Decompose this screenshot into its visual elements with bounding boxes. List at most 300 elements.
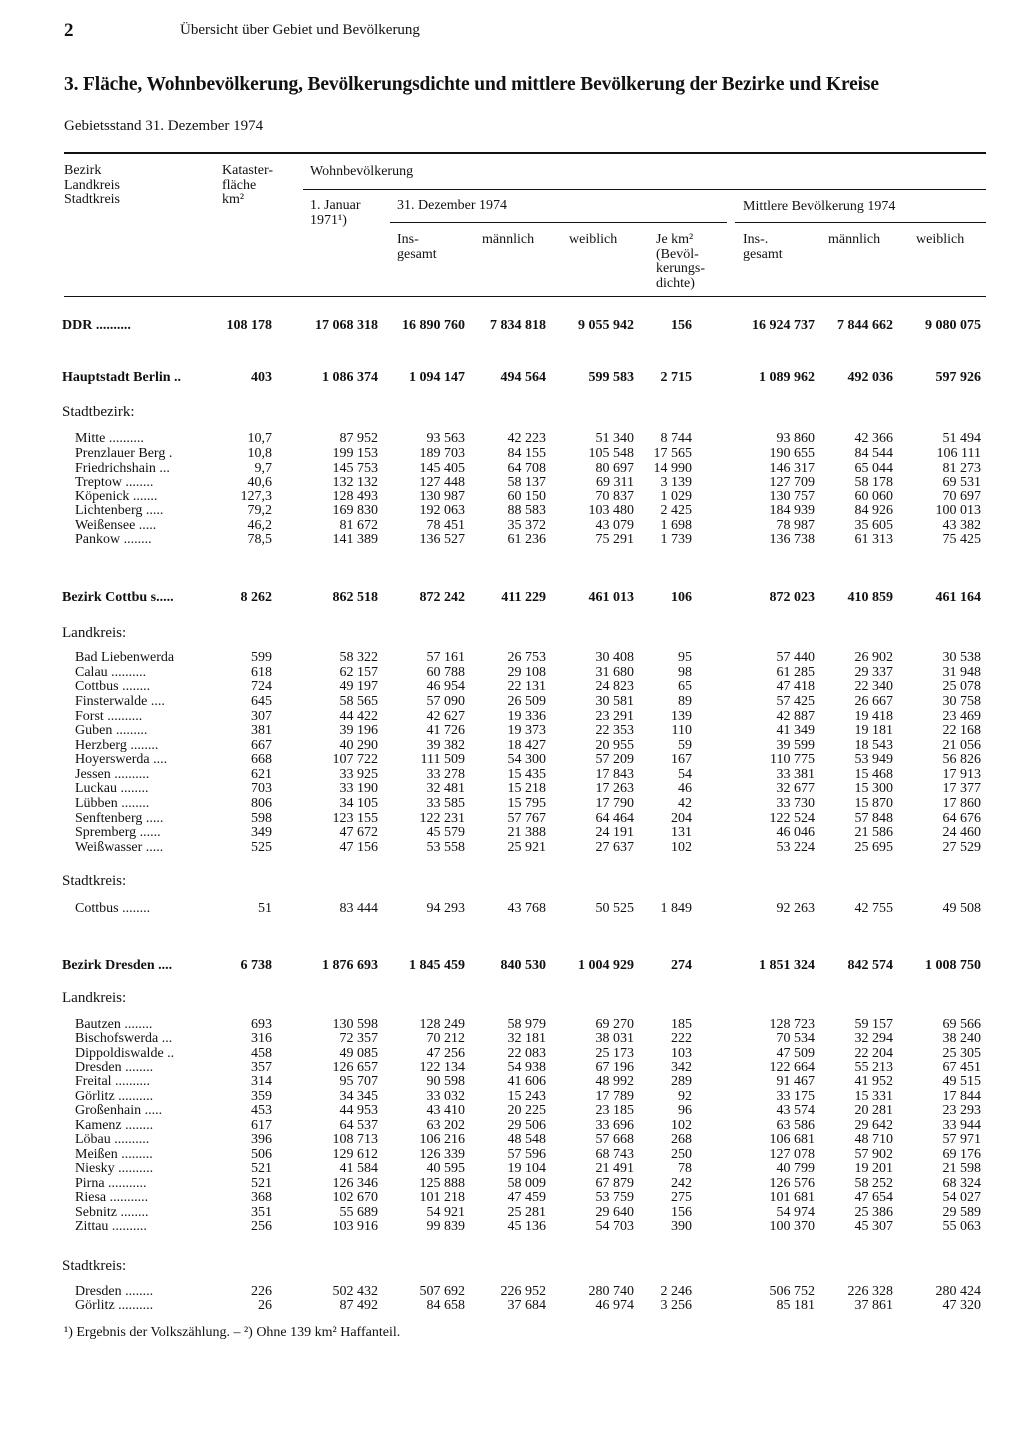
- cell-value: 25 695: [854, 840, 893, 855]
- table-row: [0, 489, 1024, 504]
- cell-value: 29 506: [507, 1118, 546, 1133]
- cell-value: 51 494: [942, 431, 981, 446]
- cell-value: 192 063: [419, 503, 465, 518]
- section-landkreis-dresden: Landkreis:: [62, 990, 127, 1006]
- cell-value: 92: [678, 1089, 692, 1104]
- cell-value: 25 281: [507, 1205, 546, 1220]
- cell-value: 23 469: [942, 709, 981, 724]
- cell-value: 58 137: [507, 475, 546, 490]
- cell-value: 58 979: [507, 1017, 546, 1032]
- cell-value: 1 739: [660, 532, 692, 547]
- cell-value: 10,7: [247, 431, 272, 446]
- cell-value: 61 313: [854, 532, 893, 547]
- cell-value: 102 670: [332, 1190, 378, 1205]
- cell-value: 58 178: [854, 475, 893, 490]
- cell-value: 461 013: [588, 590, 634, 605]
- cell-value: 94 293: [426, 901, 465, 916]
- cell-value: 1 008 750: [925, 958, 981, 973]
- cell-value: 25 386: [854, 1205, 893, 1220]
- cell-value: 103: [671, 1046, 692, 1061]
- cell-value: 84 926: [854, 503, 893, 518]
- cell-value: 22 204: [854, 1046, 893, 1061]
- header-insgesamt-2: Ins-. gesamt: [743, 232, 783, 262]
- cell-value: 1 094 147: [409, 370, 465, 385]
- cell-value: 108 178: [226, 318, 272, 333]
- cell-value: 95 707: [339, 1074, 378, 1089]
- cell-value: 185: [671, 1017, 692, 1032]
- cell-value: 44 422: [339, 709, 378, 724]
- cell-value: 49 508: [942, 901, 981, 916]
- cell-value: 110 775: [770, 752, 815, 767]
- cell-value: 17 263: [595, 781, 634, 796]
- cell-value: 22 131: [507, 679, 546, 694]
- row-label: Jessen ..........: [75, 767, 150, 782]
- cell-value: 47 418: [776, 679, 815, 694]
- cell-value: 9 080 075: [925, 318, 981, 333]
- row-label: Hoyerswerda ....: [75, 752, 168, 767]
- cell-value: 3 139: [660, 475, 692, 490]
- table-row: [0, 825, 1024, 840]
- cell-value: 70 212: [426, 1031, 465, 1046]
- row-label: Lichtenberg .....: [75, 503, 164, 518]
- table-row: [0, 1205, 1024, 1220]
- cell-value: 20 225: [507, 1103, 546, 1118]
- cell-value: 256: [251, 1219, 272, 1234]
- cell-value: 58 565: [339, 694, 378, 709]
- cell-value: 46: [678, 781, 692, 796]
- cell-value: 127,3: [240, 489, 272, 504]
- header-weiblich-2: weiblich: [916, 232, 965, 247]
- cell-value: 83 444: [339, 901, 378, 916]
- cell-value: 33 190: [339, 781, 378, 796]
- cell-value: 32 294: [854, 1031, 893, 1046]
- cell-value: 106 111: [936, 446, 981, 461]
- cell-value: 15 300: [854, 781, 893, 796]
- row-label: Finsterwalde ....: [75, 694, 165, 709]
- cell-value: 16 890 760: [402, 318, 465, 333]
- cell-value: 617: [251, 1118, 272, 1133]
- cell-value: 57 425: [776, 694, 815, 709]
- cell-value: 70 697: [942, 489, 981, 504]
- cell-value: 65 044: [854, 461, 893, 476]
- cell-value: 38 240: [942, 1031, 981, 1046]
- row-label: Pankow ........: [75, 532, 152, 547]
- cell-value: 494 564: [500, 370, 546, 385]
- row-label: Senftenberg .....: [75, 811, 164, 826]
- cell-value: 7 844 662: [837, 318, 893, 333]
- cell-value: 40 799: [776, 1161, 815, 1176]
- table-row-total: [0, 318, 1024, 333]
- cell-value: 42: [678, 796, 692, 811]
- cell-value: 15 218: [507, 781, 546, 796]
- cell-value: 84 155: [507, 446, 546, 461]
- cell-value: 23 291: [595, 709, 634, 724]
- cell-value: 17 860: [942, 796, 981, 811]
- table-row: [0, 1284, 1024, 1299]
- cell-value: 54: [678, 767, 692, 782]
- cell-value: 70 837: [595, 489, 634, 504]
- cell-value: 57 209: [595, 752, 634, 767]
- cell-value: 47 672: [339, 825, 378, 840]
- header-bezirk: Bezirk Landkreis Stadtkreis: [64, 163, 120, 207]
- row-label: Zittau ..........: [75, 1219, 147, 1234]
- cell-value: 19 336: [507, 709, 546, 724]
- cell-value: 381: [251, 723, 272, 738]
- cell-value: 78 451: [426, 518, 465, 533]
- section-stadtbezirk: Stadtbezirk:: [62, 404, 135, 420]
- table-row: [0, 1132, 1024, 1147]
- cell-value: 41 584: [339, 1161, 378, 1176]
- cell-value: 461 164: [935, 590, 981, 605]
- cell-value: 42 627: [426, 709, 465, 724]
- cell-value: 167: [671, 752, 692, 767]
- cell-value: 411 229: [501, 590, 546, 605]
- dez-rule: [390, 222, 727, 223]
- cell-value: 9,7: [254, 461, 272, 476]
- cell-value: 72 357: [339, 1031, 378, 1046]
- table-row: [0, 518, 1024, 533]
- cell-value: 122 524: [769, 811, 815, 826]
- cell-value: 19 104: [507, 1161, 546, 1176]
- cell-value: 275: [671, 1190, 692, 1205]
- cell-value: 19 418: [854, 709, 893, 724]
- cell-value: 10,8: [247, 446, 272, 461]
- cell-value: 156: [671, 318, 692, 333]
- cell-value: 88 583: [507, 503, 546, 518]
- cell-value: 106 216: [419, 1132, 465, 1147]
- cell-value: 32 677: [776, 781, 815, 796]
- section-stadtkreis-dresden: Stadtkreis:: [62, 1258, 127, 1274]
- cell-value: 1 849: [660, 901, 692, 916]
- cell-value: 90 598: [426, 1074, 465, 1089]
- cell-value: 25 305: [942, 1046, 981, 1061]
- cell-value: 30 758: [942, 694, 981, 709]
- cell-value: 42 223: [507, 431, 546, 446]
- cell-value: 1 845 459: [409, 958, 465, 973]
- cell-value: 724: [251, 679, 272, 694]
- cell-value: 27 529: [942, 840, 981, 855]
- row-label: Dresden ........: [75, 1284, 154, 1299]
- cell-value: 274: [671, 958, 692, 973]
- table-row: [0, 781, 1024, 796]
- cell-value: 19 373: [507, 723, 546, 738]
- row-label: Bezirk Dresden ....: [62, 958, 173, 973]
- cell-value: 132 132: [332, 475, 378, 490]
- table-row: [0, 1060, 1024, 1075]
- cell-value: 33 944: [942, 1118, 981, 1133]
- cell-value: 24 823: [595, 679, 634, 694]
- cell-value: 67 451: [942, 1060, 981, 1075]
- cell-value: 126 346: [332, 1176, 378, 1191]
- cell-value: 26 753: [507, 650, 546, 665]
- table-row: [0, 475, 1024, 490]
- table-row: [0, 1147, 1024, 1162]
- cell-value: 145 405: [419, 461, 465, 476]
- cell-value: 169 830: [332, 503, 378, 518]
- cell-value: 130 598: [332, 1017, 378, 1032]
- row-label: Dippoldiswalde ..: [75, 1046, 175, 1061]
- cell-value: 139: [671, 709, 692, 724]
- header-januar: 1. Januar 1971¹): [310, 198, 361, 228]
- cell-value: 69 531: [942, 475, 981, 490]
- header-maennlich-2: männlich: [828, 232, 881, 247]
- cell-value: 64 676: [942, 811, 981, 826]
- cell-value: 199 153: [332, 446, 378, 461]
- cell-value: 64 708: [507, 461, 546, 476]
- row-label: Weißensee .....: [75, 518, 157, 533]
- row-label: Pirna ...........: [75, 1176, 147, 1191]
- cell-value: 25 921: [507, 840, 546, 855]
- cell-value: 32 181: [507, 1031, 546, 1046]
- cell-value: 6 738: [240, 958, 272, 973]
- row-label: Herzberg ........: [75, 738, 159, 753]
- cell-value: 2 715: [660, 370, 692, 385]
- row-label: Dresden ........: [75, 1060, 154, 1075]
- row-label: Freital ..........: [75, 1074, 151, 1089]
- cell-value: 59 157: [854, 1017, 893, 1032]
- cell-value: 122 134: [419, 1060, 465, 1075]
- cell-value: 43 079: [595, 518, 634, 533]
- cell-value: 15 795: [507, 796, 546, 811]
- cell-value: 41 606: [507, 1074, 546, 1089]
- cell-value: 31 680: [595, 665, 634, 680]
- cell-value: 15 243: [507, 1089, 546, 1104]
- cell-value: 110: [671, 723, 692, 738]
- cell-value: 521: [251, 1161, 272, 1176]
- cell-value: 63 586: [776, 1118, 815, 1133]
- section-stadtkreis-cottbus: Stadtkreis:: [62, 873, 127, 889]
- cell-value: 21 586: [854, 825, 893, 840]
- cell-value: 24 460: [942, 825, 981, 840]
- cell-value: 107 722: [332, 752, 378, 767]
- cell-value: 102: [671, 1118, 692, 1133]
- header-top-rule: [64, 152, 986, 154]
- cell-value: 403: [251, 370, 272, 385]
- cell-value: 64 537: [339, 1118, 378, 1133]
- header-dichte: Je km² (Bevöl- kerungs- dichte): [656, 232, 705, 291]
- cell-value: 34 105: [339, 796, 378, 811]
- row-label: DDR ..........: [62, 318, 131, 333]
- cell-value: 7 834 818: [490, 318, 546, 333]
- row-label: Guben .........: [75, 723, 148, 738]
- table-row: [0, 901, 1024, 916]
- row-label: Weißwasser .....: [75, 840, 164, 855]
- table-row: [0, 1118, 1024, 1133]
- cell-value: 69 311: [596, 475, 634, 490]
- cell-value: 122 231: [419, 811, 465, 826]
- cell-value: 55 213: [854, 1060, 893, 1075]
- cell-value: 410 859: [847, 590, 893, 605]
- cell-value: 18 427: [507, 738, 546, 753]
- cell-value: 693: [251, 1017, 272, 1032]
- cell-value: 106: [671, 590, 692, 605]
- row-label: Görlitz ..........: [75, 1298, 154, 1313]
- cell-value: 44 953: [339, 1103, 378, 1118]
- cell-value: 357: [251, 1060, 272, 1075]
- table-row-total: [0, 958, 1024, 973]
- cell-value: 130 757: [769, 489, 815, 504]
- cell-value: 85 181: [776, 1298, 815, 1313]
- table-row: [0, 503, 1024, 518]
- header-maennlich: männlich: [482, 232, 535, 247]
- cell-value: 17 377: [942, 781, 981, 796]
- cell-value: 342: [671, 1060, 692, 1075]
- table-row: [0, 709, 1024, 724]
- row-label: Forst ..........: [75, 709, 143, 724]
- running-head: Übersicht über Gebiet und Bevölkerung: [180, 22, 420, 38]
- cell-value: 57 971: [942, 1132, 981, 1147]
- cell-value: 599 583: [588, 370, 634, 385]
- cell-value: 872 023: [769, 590, 815, 605]
- cell-value: 15 435: [507, 767, 546, 782]
- cell-value: 1 086 374: [322, 370, 378, 385]
- cell-value: 127 709: [769, 475, 815, 490]
- cell-value: 69 270: [595, 1017, 634, 1032]
- cell-value: 78,5: [247, 532, 272, 547]
- cell-value: 21 388: [507, 825, 546, 840]
- cell-value: 47 156: [339, 840, 378, 855]
- cell-value: 48 548: [507, 1132, 546, 1147]
- cell-value: 37 861: [854, 1298, 893, 1313]
- cell-value: 65: [678, 679, 692, 694]
- cell-value: 599: [251, 650, 272, 665]
- cell-value: 33 696: [595, 1118, 634, 1133]
- cell-value: 100 370: [769, 1219, 815, 1234]
- cell-value: 87 492: [339, 1298, 378, 1313]
- cell-value: 156: [671, 1205, 692, 1220]
- header-insgesamt: Ins- gesamt: [397, 232, 437, 262]
- cell-value: 93 860: [776, 431, 815, 446]
- cell-value: 84 544: [854, 446, 893, 461]
- cell-value: 190 655: [769, 446, 815, 461]
- table-row: [0, 1074, 1024, 1089]
- row-label: Lübben ........: [75, 796, 150, 811]
- cell-value: 54 300: [507, 752, 546, 767]
- cell-value: 51: [258, 901, 272, 916]
- cell-value: 79,2: [247, 503, 272, 518]
- cell-value: 46 954: [426, 679, 465, 694]
- cell-value: 618: [251, 665, 272, 680]
- row-label: Bischofswerda ...: [75, 1031, 173, 1046]
- cell-value: 41 349: [776, 723, 815, 738]
- cell-value: 502 432: [332, 1284, 378, 1299]
- cell-value: 45 579: [426, 825, 465, 840]
- cell-value: 525: [251, 840, 272, 855]
- cell-value: 17 068 318: [315, 318, 378, 333]
- cell-value: 129 612: [332, 1147, 378, 1162]
- cell-value: 368: [251, 1190, 272, 1205]
- cell-value: 39 599: [776, 738, 815, 753]
- cell-value: 38 031: [595, 1031, 634, 1046]
- cell-value: 621: [251, 767, 272, 782]
- table-row: [0, 461, 1024, 476]
- cell-value: 58 252: [854, 1176, 893, 1191]
- cell-value: 43 768: [507, 901, 546, 916]
- table-row-total: [0, 370, 1024, 385]
- cell-value: 20 281: [854, 1103, 893, 1118]
- cell-value: 99 839: [426, 1219, 465, 1234]
- row-label: Cottbus ........: [75, 679, 151, 694]
- cell-value: 30 538: [942, 650, 981, 665]
- cell-value: 2 425: [660, 503, 692, 518]
- cell-value: 226 952: [500, 1284, 546, 1299]
- cell-value: 106 681: [769, 1132, 815, 1147]
- cell-value: 668: [251, 752, 272, 767]
- cell-value: 43 574: [776, 1103, 815, 1118]
- cell-value: 33 925: [339, 767, 378, 782]
- cell-value: 289: [671, 1074, 692, 1089]
- cell-value: 68 324: [942, 1176, 981, 1191]
- cell-value: 27 637: [595, 840, 634, 855]
- cell-value: 458: [251, 1046, 272, 1061]
- cell-value: 91 467: [776, 1074, 815, 1089]
- cell-value: 22 168: [942, 723, 981, 738]
- cell-value: 105 548: [588, 446, 634, 461]
- cell-value: 21 056: [942, 738, 981, 753]
- table-subtitle: Gebietsstand 31. Dezember 1974: [64, 118, 264, 134]
- table-row: [0, 811, 1024, 826]
- cell-value: 33 730: [776, 796, 815, 811]
- wohn-rule: [303, 189, 986, 190]
- cell-value: 60 150: [507, 489, 546, 504]
- cell-value: 21 598: [942, 1161, 981, 1176]
- cell-value: 57 767: [507, 811, 546, 826]
- cell-value: 806: [251, 796, 272, 811]
- cell-value: 280 424: [935, 1284, 981, 1299]
- row-label: Riesa ...........: [75, 1190, 149, 1205]
- cell-value: 61 236: [507, 532, 546, 547]
- row-label: Calau ..........: [75, 665, 147, 680]
- cell-value: 390: [671, 1219, 692, 1234]
- cell-value: 122 664: [769, 1060, 815, 1075]
- cell-value: 49 085: [339, 1046, 378, 1061]
- cell-value: 703: [251, 781, 272, 796]
- row-label: Bad Liebenwerda: [75, 650, 175, 665]
- cell-value: 35 605: [854, 518, 893, 533]
- cell-value: 100 013: [935, 503, 981, 518]
- cell-value: 53 759: [595, 1190, 634, 1205]
- row-label: Meißen .........: [75, 1147, 153, 1162]
- cell-value: 61 285: [776, 665, 815, 680]
- table-row: [0, 446, 1024, 461]
- cell-value: 57 848: [854, 811, 893, 826]
- cell-value: 19 201: [854, 1161, 893, 1176]
- cell-value: 8 744: [660, 431, 692, 446]
- cell-value: 31 948: [942, 665, 981, 680]
- cell-value: 316: [251, 1031, 272, 1046]
- cell-value: 29 642: [854, 1118, 893, 1133]
- cell-value: 69 566: [942, 1017, 981, 1032]
- cell-value: 43 410: [426, 1103, 465, 1118]
- row-label: Bezirk Cottbu s.....: [62, 590, 174, 605]
- cell-value: 57 090: [426, 694, 465, 709]
- cell-value: 22 340: [854, 679, 893, 694]
- cell-value: 46,2: [247, 518, 272, 533]
- cell-value: 136 738: [769, 532, 815, 547]
- row-label: Friedrichshain ...: [75, 461, 170, 476]
- cell-value: 101 218: [419, 1190, 465, 1205]
- cell-value: 226 328: [847, 1284, 893, 1299]
- cell-value: 128 723: [769, 1017, 815, 1032]
- cell-value: 29 640: [595, 1205, 634, 1220]
- cell-value: 43 382: [942, 518, 981, 533]
- cell-value: 81 273: [942, 461, 981, 476]
- cell-value: 75 291: [595, 532, 634, 547]
- cell-value: 54 938: [507, 1060, 546, 1075]
- cell-value: 128 249: [419, 1017, 465, 1032]
- cell-value: 48 992: [595, 1074, 634, 1089]
- cell-value: 2 246: [660, 1284, 692, 1299]
